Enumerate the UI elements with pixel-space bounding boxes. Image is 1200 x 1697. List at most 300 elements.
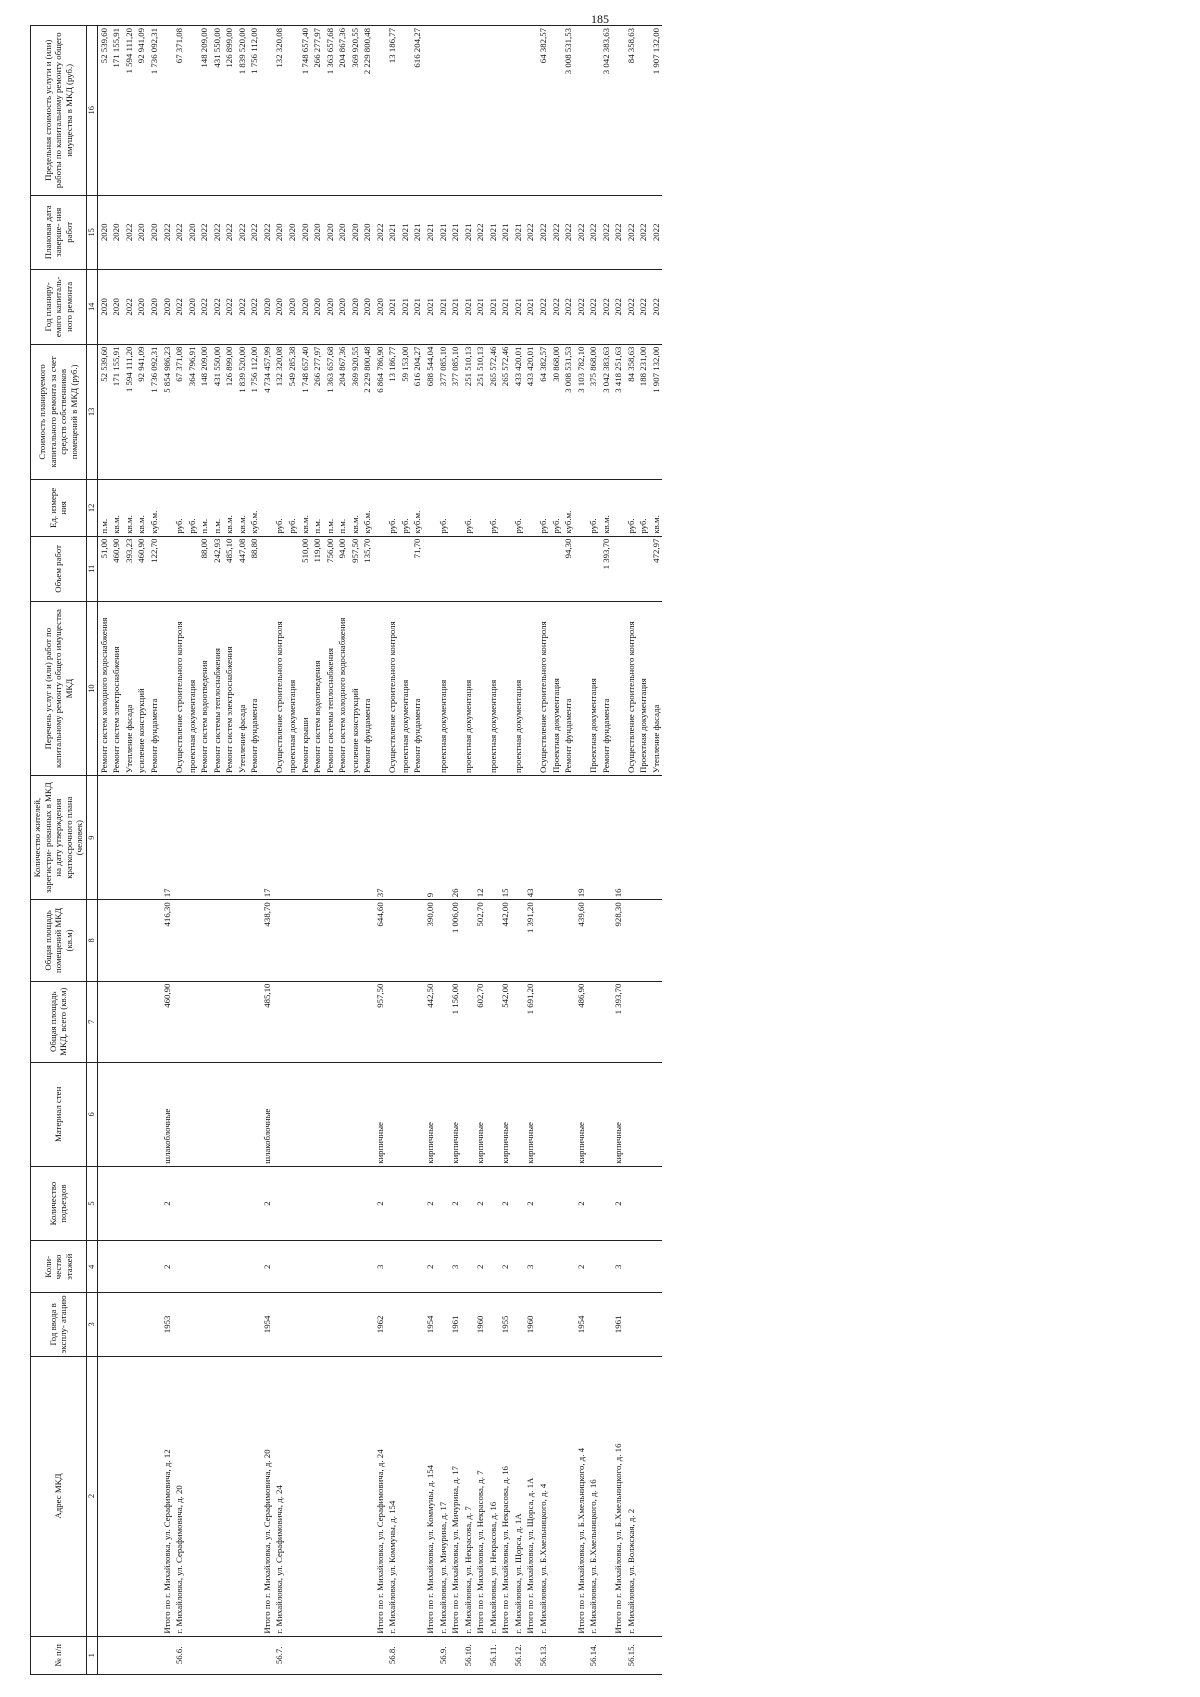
work-volume-cell: 756,00 <box>324 536 337 602</box>
planned-cost-cell: 92 941,09 <box>135 344 148 480</box>
repair-year-cell: 2022 <box>211 270 224 345</box>
total-area-cell <box>512 981 525 1062</box>
repair-year-cell: 2022 <box>650 270 663 345</box>
year-built-cell <box>399 1293 412 1356</box>
entrances-cell <box>587 1166 600 1241</box>
work-item-cell: Ремонт системы теплоснабжения <box>324 602 337 776</box>
residents-cell <box>311 776 324 900</box>
wall-material-cell: кирпичные <box>474 1062 487 1166</box>
residents-cell <box>386 776 399 900</box>
rooms-area-cell <box>311 900 324 981</box>
table-row <box>186 26 199 1675</box>
wall-material-cell: шлакоблочные <box>261 1062 274 1166</box>
work-volume-cell: 88,80 <box>248 536 261 602</box>
rooms-area-cell <box>236 900 249 981</box>
work-item-cell: Ремонт систем холодного водоснабжения <box>97 602 110 776</box>
table-row <box>324 26 337 1675</box>
wall-material-cell <box>273 1062 286 1166</box>
unit-cell: кв.м. <box>236 480 249 536</box>
planned-cost-cell: 188 231,00 <box>637 344 650 480</box>
limit-cost-cell <box>399 26 412 196</box>
unit-cell: куб.м. <box>248 480 261 536</box>
floors-cell <box>173 1241 186 1293</box>
entrances-cell <box>186 1166 199 1241</box>
work-volume-cell: 460,90 <box>135 536 148 602</box>
residents-cell: 17 <box>261 776 274 900</box>
rooms-area-cell <box>349 900 362 981</box>
total-area-cell <box>273 981 286 1062</box>
limit-cost-cell: 84 358,63 <box>625 26 638 196</box>
completion-date-cell: 2022 <box>248 195 261 270</box>
repair-year-cell: 2022 <box>625 270 638 345</box>
limit-cost-cell: 52 539,60 <box>97 26 110 196</box>
rooms-area-cell <box>248 900 261 981</box>
entrances-cell <box>349 1166 362 1241</box>
year-built-cell <box>537 1293 550 1356</box>
address-cell <box>562 1356 575 1636</box>
rooms-area-cell <box>211 900 224 981</box>
year-built-cell <box>361 1293 374 1356</box>
work-item-cell: Ремонт систем холодного водоснабжения <box>336 602 349 776</box>
wall-material-cell: кирпичные <box>374 1062 387 1166</box>
wall-material-cell <box>198 1062 211 1166</box>
work-item-cell: Ремонт фундамента <box>411 602 424 776</box>
wall-material-cell <box>110 1062 123 1166</box>
col-header: Год планиру- емого капиталь- ного ремонта <box>31 270 87 345</box>
entrances-cell <box>336 1166 349 1241</box>
planned-cost-cell: 251 510,13 <box>462 344 475 480</box>
work-item-cell: Осуществление строительного контроля <box>273 602 286 776</box>
completion-date-cell: 2020 <box>361 195 374 270</box>
table-row <box>211 26 224 1675</box>
completion-date-cell: 2022 <box>587 195 600 270</box>
total-area-cell <box>349 981 362 1062</box>
table-row-total <box>612 26 625 1675</box>
completion-date-cell: 2022 <box>223 195 236 270</box>
total-area-cell <box>462 981 475 1062</box>
rooms-area-cell <box>299 900 312 981</box>
entrances-cell <box>386 1166 399 1241</box>
unit-cell: руб. <box>437 480 450 536</box>
wall-material-cell <box>550 1062 563 1166</box>
table-row <box>198 26 211 1675</box>
repair-year-cell: 2020 <box>148 270 161 345</box>
year-built-cell <box>349 1293 362 1356</box>
total-area-cell <box>537 981 550 1062</box>
year-built-cell <box>650 1293 663 1356</box>
work-volume-cell <box>474 536 487 602</box>
wall-material-cell <box>399 1062 412 1166</box>
total-area-cell <box>236 981 249 1062</box>
residents-cell <box>512 776 525 900</box>
repair-year-cell: 2022 <box>575 270 588 345</box>
item-number-cell <box>524 1636 537 1674</box>
work-item-cell <box>612 602 625 776</box>
year-built-cell <box>386 1293 399 1356</box>
unit-cell: куб.м. <box>148 480 161 536</box>
work-item-cell: усиление конструкций <box>135 602 148 776</box>
repair-year-cell: 2022 <box>550 270 563 345</box>
rotated-table-container <box>30 25 1180 1675</box>
entrances-cell: 2 <box>161 1166 174 1241</box>
table-row <box>110 26 123 1675</box>
work-volume-cell <box>173 536 186 602</box>
unit-cell: руб. <box>550 480 563 536</box>
year-built-cell <box>311 1293 324 1356</box>
work-item-cell: проектная документация <box>186 602 199 776</box>
rooms-area-cell <box>97 900 110 981</box>
table-row-total <box>374 26 387 1675</box>
address-cell: г. Михайловка, ул. Некрасова, д. 7 <box>462 1356 475 1636</box>
work-item-cell: Осуществление строительного контроля <box>173 602 186 776</box>
completion-date-cell: 2022 <box>123 195 136 270</box>
floors-cell <box>399 1241 412 1293</box>
rooms-area-cell <box>135 900 148 981</box>
residents-cell <box>273 776 286 900</box>
item-number-cell <box>449 1636 462 1674</box>
limit-cost-cell: 616 204,27 <box>411 26 424 196</box>
total-area-cell: 542,00 <box>499 981 512 1062</box>
floors-cell <box>562 1241 575 1293</box>
work-volume-cell: 957,50 <box>349 536 362 602</box>
entrances-cell <box>411 1166 424 1241</box>
repair-year-cell: 2022 <box>637 270 650 345</box>
item-number-cell <box>562 1636 575 1674</box>
col-index: 7 <box>86 981 97 1062</box>
wall-material-cell <box>336 1062 349 1166</box>
residents-cell <box>462 776 475 900</box>
entrances-cell <box>487 1166 500 1241</box>
total-area-cell <box>173 981 186 1062</box>
year-built-cell <box>148 1293 161 1356</box>
entrances-cell <box>550 1166 563 1241</box>
residents-cell <box>211 776 224 900</box>
year-built-cell: 1955 <box>499 1293 512 1356</box>
year-built-cell <box>462 1293 475 1356</box>
work-item-cell <box>261 602 274 776</box>
entrances-cell <box>223 1166 236 1241</box>
planned-cost-cell: 126 899,00 <box>223 344 236 480</box>
work-item-cell: Ремонт систем электроснабжения <box>223 602 236 776</box>
address-cell: г. Михайловка, ул. Коммуны, д. 154 <box>386 1356 399 1636</box>
col-header: Перечень услуг и (или) работ по капитальному ремонту общего имущества МКД <box>31 602 87 776</box>
planned-cost-cell: 3 103 782,10 <box>575 344 588 480</box>
unit-cell <box>474 480 487 536</box>
floors-cell: 2 <box>499 1241 512 1293</box>
item-number-cell <box>311 1636 324 1674</box>
unit-cell <box>524 480 537 536</box>
rooms-area-cell <box>487 900 500 981</box>
completion-date-cell: 2022 <box>211 195 224 270</box>
address-cell <box>336 1356 349 1636</box>
floors-cell <box>487 1241 500 1293</box>
completion-date-cell: 2020 <box>349 195 362 270</box>
total-area-cell <box>324 981 337 1062</box>
work-volume-cell <box>374 536 387 602</box>
work-item-cell: Утепление фасада <box>650 602 663 776</box>
planned-cost-cell: 1 756 112,00 <box>248 344 261 480</box>
floors-cell <box>411 1241 424 1293</box>
col-index: 10 <box>86 602 97 776</box>
completion-date-cell: 2022 <box>550 195 563 270</box>
col-index: 8 <box>86 900 97 981</box>
unit-cell: руб. <box>386 480 399 536</box>
year-built-cell: 1960 <box>524 1293 537 1356</box>
address-cell <box>236 1356 249 1636</box>
total-area-cell <box>223 981 236 1062</box>
work-item-cell: Ремонт фундамента <box>361 602 374 776</box>
item-number-cell: 56.8. <box>386 1636 399 1674</box>
item-number-cell <box>198 1636 211 1674</box>
item-number-cell <box>236 1636 249 1674</box>
entrances-cell <box>462 1166 475 1241</box>
col-header: Общая площадь помещений МКД (кв.м) <box>31 900 87 981</box>
work-item-cell <box>575 602 588 776</box>
col-header: Стоимость планируемого капитального ремонта за счет средств собственников помещений в МКД (руб.) <box>31 344 87 480</box>
work-item-cell: Проектная документация <box>550 602 563 776</box>
repair-year-cell: 2021 <box>499 270 512 345</box>
work-item-cell: Ремонт систем водоотведения <box>198 602 211 776</box>
unit-cell: кв.м. <box>299 480 312 536</box>
wall-material-cell <box>324 1062 337 1166</box>
item-number-cell <box>499 1636 512 1674</box>
limit-cost-cell <box>462 26 475 196</box>
address-cell <box>637 1356 650 1636</box>
floors-cell: 2 <box>474 1241 487 1293</box>
planned-cost-cell: 251 510,13 <box>474 344 487 480</box>
table-row <box>223 26 236 1675</box>
work-item-cell <box>474 602 487 776</box>
entrances-cell <box>173 1166 186 1241</box>
planned-cost-cell: 265 572,46 <box>499 344 512 480</box>
work-item-cell: Ремонт системы теплоснабжения <box>211 602 224 776</box>
rooms-area-cell <box>286 900 299 981</box>
planned-cost-cell: 13 186,77 <box>386 344 399 480</box>
unit-cell: кв.м. <box>123 480 136 536</box>
planned-cost-cell: 132 320,08 <box>273 344 286 480</box>
residents-cell <box>123 776 136 900</box>
address-cell: г. Михайловка, ул. Б.Хмельницкого, д. 16 <box>587 1356 600 1636</box>
year-built-cell <box>550 1293 563 1356</box>
item-number-cell: 56.10. <box>462 1636 475 1674</box>
work-item-cell: усиление конструкций <box>349 602 362 776</box>
planned-cost-cell: 2 229 800,48 <box>361 344 374 480</box>
col-index: 16 <box>86 26 97 196</box>
wall-material-cell <box>625 1062 638 1166</box>
header-row <box>31 26 87 1675</box>
limit-cost-cell: 92 941,09 <box>135 26 148 196</box>
unit-cell: куб.м. <box>562 480 575 536</box>
planned-cost-cell: 4 734 457,99 <box>261 344 274 480</box>
floors-cell: 3 <box>524 1241 537 1293</box>
total-area-cell <box>361 981 374 1062</box>
work-volume-cell: 94,30 <box>562 536 575 602</box>
unit-cell <box>575 480 588 536</box>
col-index: 5 <box>86 1166 97 1241</box>
total-area-cell: 442,50 <box>424 981 437 1062</box>
wall-material-cell <box>286 1062 299 1166</box>
unit-cell: руб. <box>637 480 650 536</box>
planned-cost-cell: 1 736 092,31 <box>148 344 161 480</box>
repair-year-cell: 2021 <box>411 270 424 345</box>
work-item-cell: Утепление фасада <box>236 602 249 776</box>
item-number-cell <box>411 1636 424 1674</box>
table-row <box>286 26 299 1675</box>
year-built-cell <box>186 1293 199 1356</box>
table-row <box>562 26 575 1675</box>
rooms-area-cell <box>399 900 412 981</box>
limit-cost-cell: 1 594 111,20 <box>123 26 136 196</box>
rooms-area-cell <box>587 900 600 981</box>
repair-year-cell: 2022 <box>173 270 186 345</box>
entrances-cell <box>437 1166 450 1241</box>
entrances-cell <box>123 1166 136 1241</box>
planned-cost-cell: 377 085,10 <box>437 344 450 480</box>
entrances-cell <box>537 1166 550 1241</box>
year-built-cell <box>487 1293 500 1356</box>
table-row-total <box>173 26 186 1675</box>
residents-cell <box>650 776 663 900</box>
rooms-area-cell: 438,70 <box>261 900 274 981</box>
rooms-area-cell <box>537 900 550 981</box>
repair-year-cell: 2021 <box>524 270 537 345</box>
entrances-cell <box>311 1166 324 1241</box>
wall-material-cell: шлакоблочные <box>161 1062 174 1166</box>
entrances-cell: 2 <box>474 1166 487 1241</box>
total-area-cell <box>299 981 312 1062</box>
col-header: Коли- чество этажей <box>31 1241 87 1293</box>
wall-material-cell: кирпичные <box>499 1062 512 1166</box>
work-volume-cell: 88,00 <box>198 536 211 602</box>
rooms-area-cell <box>650 900 663 981</box>
item-number-cell <box>248 1636 261 1674</box>
entrances-cell <box>600 1166 613 1241</box>
limit-cost-cell <box>550 26 563 196</box>
wall-material-cell: кирпичные <box>449 1062 462 1166</box>
limit-cost-cell: 1 748 657,40 <box>299 26 312 196</box>
unit-cell: кв.м. <box>110 480 123 536</box>
repair-year-cell: 2020 <box>336 270 349 345</box>
entrances-cell <box>248 1166 261 1241</box>
address-cell: г. Михайловка, ул. Серафимовича, д. 20 <box>173 1356 186 1636</box>
col-header: Адрес МКД <box>31 1356 87 1636</box>
residents-cell: 37 <box>374 776 387 900</box>
planned-cost-cell: 377 085,10 <box>449 344 462 480</box>
table-row-total <box>449 26 462 1675</box>
floors-cell <box>248 1241 261 1293</box>
year-built-cell <box>110 1293 123 1356</box>
entrances-cell: 2 <box>524 1166 537 1241</box>
floors-cell <box>236 1241 249 1293</box>
repair-year-cell: 2022 <box>123 270 136 345</box>
item-number-cell: 56.13. <box>537 1636 550 1674</box>
work-item-cell: Осуществление строительного контроля <box>625 602 638 776</box>
address-cell <box>361 1356 374 1636</box>
year-built-cell: 1961 <box>612 1293 625 1356</box>
year-built-cell <box>512 1293 525 1356</box>
planned-cost-cell: 1 363 657,68 <box>324 344 337 480</box>
entrances-cell: 2 <box>424 1166 437 1241</box>
planned-cost-cell: 265 572,46 <box>487 344 500 480</box>
planned-cost-cell: 52 539,60 <box>97 344 110 480</box>
wall-material-cell <box>236 1062 249 1166</box>
item-number-cell <box>261 1636 274 1674</box>
item-number-cell <box>361 1636 374 1674</box>
wall-material-cell <box>299 1062 312 1166</box>
year-built-cell <box>336 1293 349 1356</box>
floors-cell <box>600 1241 613 1293</box>
item-number-cell: 56.14. <box>587 1636 600 1674</box>
work-volume-cell: 485,10 <box>223 536 236 602</box>
planned-cost-cell: 549 285,38 <box>286 344 299 480</box>
planned-cost-cell: 67 371,08 <box>173 344 186 480</box>
limit-cost-cell: 171 155,91 <box>110 26 123 196</box>
limit-cost-cell <box>161 26 174 196</box>
work-item-cell: Ремонт фундамента <box>562 602 575 776</box>
entrances-cell <box>97 1166 110 1241</box>
completion-date-cell: 2021 <box>399 195 412 270</box>
total-area-cell <box>625 981 638 1062</box>
address-cell <box>135 1356 148 1636</box>
work-volume-cell <box>273 536 286 602</box>
wall-material-cell <box>135 1062 148 1166</box>
unit-cell <box>612 480 625 536</box>
unit-cell: руб. <box>173 480 186 536</box>
residents-cell <box>223 776 236 900</box>
entrances-cell <box>198 1166 211 1241</box>
work-item-cell: проектная документация <box>512 602 525 776</box>
unit-cell: куб.м. <box>411 480 424 536</box>
completion-date-cell: 2020 <box>135 195 148 270</box>
wall-material-cell <box>361 1062 374 1166</box>
work-item-cell: проектная документация <box>462 602 475 776</box>
limit-cost-cell <box>437 26 450 196</box>
table-row <box>349 26 362 1675</box>
residents-cell <box>173 776 186 900</box>
total-area-cell <box>600 981 613 1062</box>
work-item-cell: Осуществление строительного контроля <box>537 602 550 776</box>
limit-cost-cell: 64 382,57 <box>537 26 550 196</box>
table-row <box>550 26 563 1675</box>
total-area-cell <box>135 981 148 1062</box>
residents-cell <box>600 776 613 900</box>
unit-cell <box>374 480 387 536</box>
residents-cell <box>135 776 148 900</box>
col-index: 6 <box>86 1062 97 1166</box>
address-cell: г. Михайловка, ул. Волжская, д. 2 <box>625 1356 638 1636</box>
entrances-cell <box>650 1166 663 1241</box>
limit-cost-cell: 204 867,36 <box>336 26 349 196</box>
entrances-cell <box>236 1166 249 1241</box>
rooms-area-cell <box>173 900 186 981</box>
repair-year-cell: 2022 <box>198 270 211 345</box>
limit-cost-cell: 126 899,00 <box>223 26 236 196</box>
repair-year-cell: 2020 <box>161 270 174 345</box>
limit-cost-cell <box>374 26 387 196</box>
col-header: Объем работ <box>31 536 87 602</box>
completion-date-cell: 2021 <box>487 195 500 270</box>
work-volume-cell: 393,23 <box>123 536 136 602</box>
repair-year-cell: 2022 <box>248 270 261 345</box>
work-volume-cell <box>399 536 412 602</box>
rooms-area-cell <box>600 900 613 981</box>
table-row-total <box>424 26 437 1675</box>
residents-cell <box>625 776 638 900</box>
col-index: 4 <box>86 1241 97 1293</box>
total-area-cell <box>248 981 261 1062</box>
residents-cell <box>148 776 161 900</box>
table-row <box>637 26 650 1675</box>
